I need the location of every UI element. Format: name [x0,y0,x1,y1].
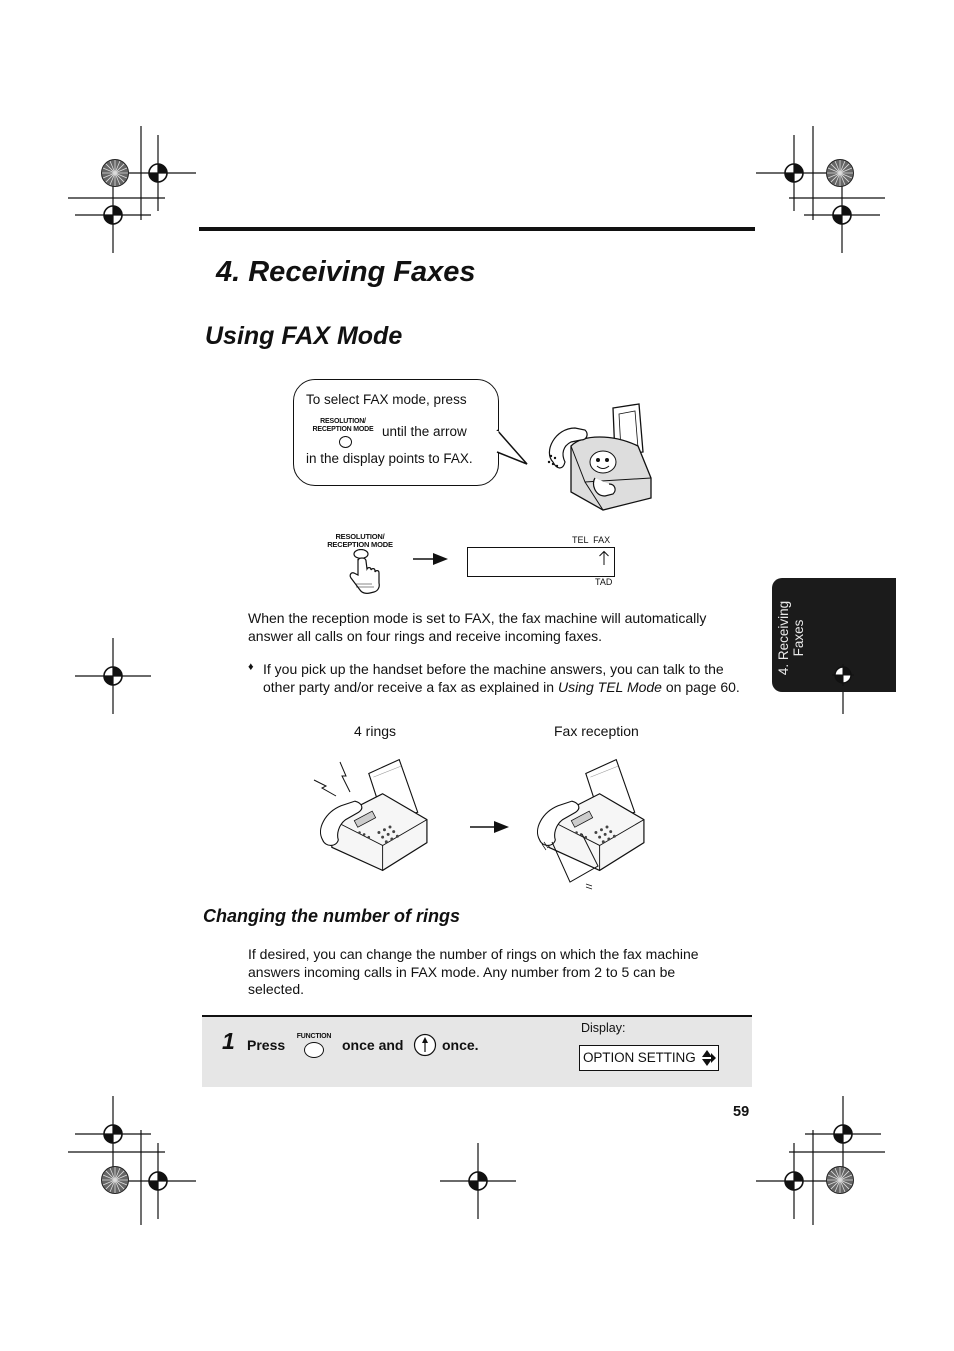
side-tab-label [776,588,806,688]
intro-paragraph: When the reception mode is set to FAX, the fax machine will automatically answer all calls on four rings and receive incoming faxes. [248,610,707,644]
color-target-icon [825,158,855,188]
caption-4-rings: 4 rings [354,723,397,739]
bubble-button-label-line1: RESOLUTION/ [320,418,366,425]
arrow-right-icon [470,820,510,834]
pointing-hand-icon [346,549,382,595]
side-tab-line2: Faxes [791,619,806,657]
display-top-labels: TEL FAX [572,535,611,545]
bullet-paragraph [263,660,743,696]
caption-fax-reception: Fax reception [554,723,639,739]
page-number: 59 [733,1104,750,1120]
display-label: Display: [581,1021,626,1035]
bullet-text-before: If you pick up the handset before the machine answers, you can talk to the other party and/or receive a fax as explained in [263,661,724,695]
step-number: 1 [222,1028,235,1054]
fax-machine-character-icon [543,400,655,515]
step-once-and-label: once and [342,1037,404,1053]
bubble-line-1: To select FAX mode, press [306,392,467,407]
output-paper-icon [540,830,620,892]
up-down-arrow-icon [413,1033,437,1057]
pointer-arrow-icon [598,550,610,566]
section-title: Using FAX Mode [205,322,403,350]
figure-button-label [324,533,396,549]
step-once-label: once. [442,1037,479,1053]
subsection-title: Changing the number of rings [203,906,460,926]
lcd-display [579,1045,719,1071]
bubble-line-3: in the display points to FAX. [306,451,473,466]
bullet-text-after: on page 60. [661,679,740,695]
bubble-button-label-line2: RECEPTION MODE [312,426,374,433]
figure-button-label-line1: RESOLUTION/ [335,532,385,541]
color-target-icon [825,1165,855,1195]
bubble-button-label [309,418,377,434]
top-rule [199,227,755,231]
function-button-label: FUNCTION [296,1033,332,1040]
resolution-reception-button-icon [339,436,352,448]
registration-mark-icon [832,664,854,686]
step-press-label: Press [247,1037,286,1053]
color-target-icon [100,1165,130,1195]
chapter-title: 4. Receiving Faxes [216,256,476,288]
subsection-paragraph: If desired, you can change the number of rings on which the fax machine answers incoming calls in FAX mode. Any number from 2 to 5 can be selected. [248,946,699,997]
arrow-right-icon [413,552,449,566]
display-panel [467,547,615,577]
fax-machine-icon [318,755,438,875]
display-bottom-label: TAD [595,577,613,587]
bubble-line-2: until the arrow [382,424,467,439]
color-target-icon [100,158,130,188]
side-tab-line1: 4. Receiving [776,600,791,676]
bullet-link-italic: Using TEL Mode [557,679,662,695]
bullet-glyph: ♦ [248,661,254,673]
lcd-display-value: OPTION SETTING [583,1050,696,1065]
speech-bubble-tail [490,428,535,468]
figure-button-label-line2: RECEPTION MODE [327,540,393,549]
function-button-icon [304,1042,324,1058]
lcd-up-down-arrow-icon [701,1049,717,1067]
